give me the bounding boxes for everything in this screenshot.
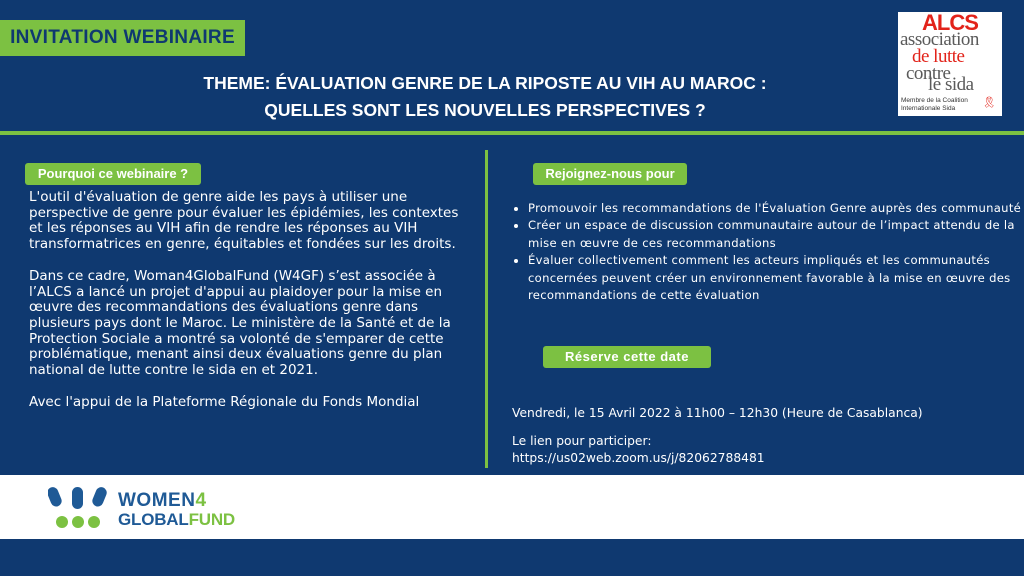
reserve-date-button[interactable]: Réserve cette date: [543, 346, 711, 368]
why-webinar-body: [29, 190, 471, 426]
column-divider: [485, 150, 488, 468]
theme-line-2: QUELLES SONT LES NOUVELLES PERSPECTIVES ?: [264, 100, 706, 120]
logo-bar-left: [48, 485, 63, 508]
logo-dot-left: [56, 516, 68, 528]
bottom-band: [0, 539, 1024, 576]
why-paragraph-3: Avec l'appui de la Plateforme Régionale du Fonds Mondial: [29, 393, 420, 410]
why-paragraph-2: Dans ce cadre, Woman4GlobalFund (W4GF) s’est associée à l’ALCS a lancé un projet d'appui au plaidoyer pour la mise en œuvre des recommandations des évaluations genre dans plusieurs pays dont le Maroc. Le ministère de la Santé et de la Protection Sociale a montré sa volonté de s'emparer de cette problématique, menant ainsi deux évaluations genre du plan national de lutte contre le sida en et 2021.: [29, 267, 451, 379]
objectives-list: [510, 200, 1024, 304]
why-paragraph-1: L'outil d'évaluation de genre aide les pays à utiliser une perspective de genre pour évaluer les épidémies, les contextes et les réponses au VIH afin de rendre les réponses au VIH transformatrices en genre, équitables et fondées sur les droits.: [29, 189, 459, 253]
four-digit: 4: [195, 490, 207, 511]
event-datetime: Vendredi, le 15 Avril 2022 à 11h00 – 12h30 (Heure de Casablanca): [512, 406, 923, 420]
logo-dot-middle: [72, 516, 84, 528]
logo-dot-right: [88, 516, 100, 528]
header-divider: [0, 131, 1024, 135]
alcs-logo: [898, 12, 1002, 116]
alcs-logo-line-4: le sida: [928, 74, 974, 95]
alcs-logo-line-1: association: [900, 29, 979, 50]
why-webinar-heading: Pourquoi ce webinaire ?: [25, 163, 201, 185]
red-ribbon-icon: 🎗︎: [982, 97, 996, 109]
alcs-coalition-line-2: Internationale Sida: [901, 105, 956, 112]
theme-line-1: THEME: ÉVALUATION GENRE DE LA RIPOSTE AU VIH AU MAROC :: [203, 73, 767, 93]
women-word: WOMEN: [118, 490, 196, 511]
alcs-logo-line-2: de lutte: [912, 46, 965, 67]
alcs-coalition-line-1: Membre de la Coalition: [901, 97, 968, 104]
alcs-logo-title: ALCS: [922, 12, 978, 35]
logo-bar-middle: [72, 487, 83, 509]
list-item: • Promouvoir les recommandations de l'Évaluation Genre auprès des communauté: [528, 200, 1024, 217]
zoom-link[interactable]: https://us02web.zoom.us/j/82062788481: [512, 451, 765, 465]
global-word: GLOBAL: [118, 510, 189, 529]
list-item: • Créer un espace de discussion communautaire autour de l’impact attendu de la mise en œuvre de ces recommandations: [528, 217, 1024, 252]
women4-wordmark: [118, 490, 207, 511]
join-us-heading: Rejoignez-nous pour: [533, 163, 687, 185]
alcs-logo-line-3: contre: [906, 63, 951, 84]
webinar-theme: [160, 70, 810, 124]
invitation-badge: INVITATION WEBINAIRE: [0, 20, 245, 56]
list-item: • Évaluer collectivement comment les acteurs impliqués et les communautés concernées peuvent créer un environnement favorable à la mise en œuvre des recommandations de cette évaluation: [528, 252, 1024, 304]
fund-word: FUND: [188, 510, 235, 529]
globalfund-wordmark: [118, 510, 235, 529]
women4globalfund-logo-icon: [48, 484, 108, 530]
logo-bar-right: [91, 485, 108, 508]
link-label: Le lien pour participer:: [512, 434, 652, 448]
